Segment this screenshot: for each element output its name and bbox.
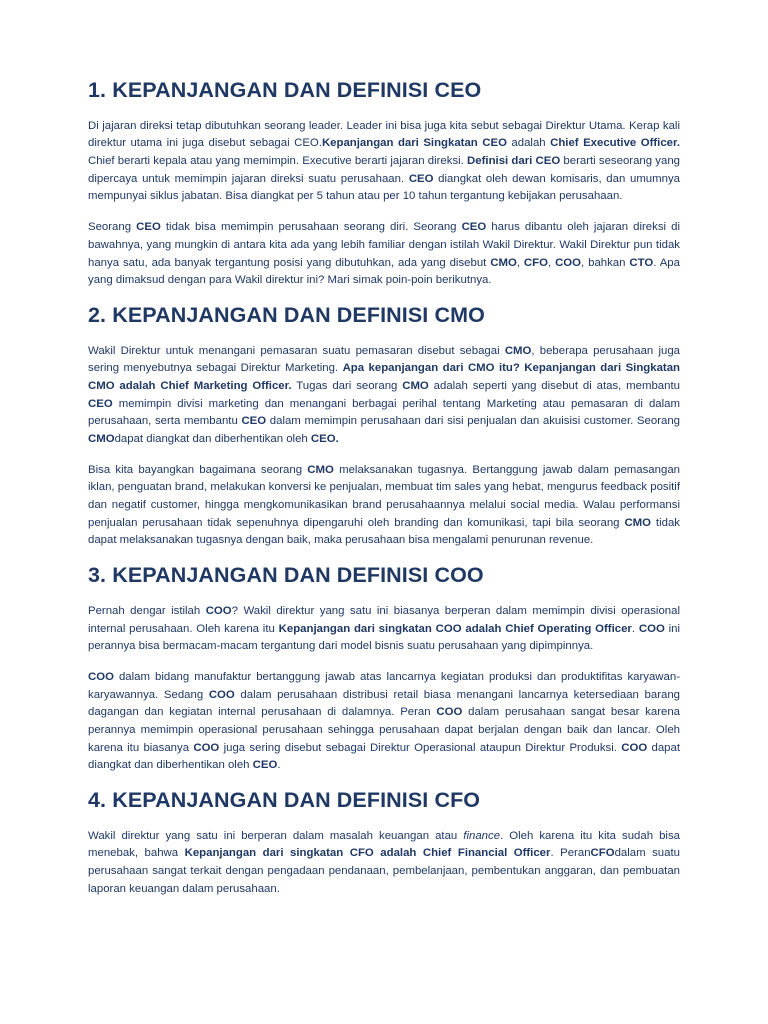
paragraph: Pernah dengar istilah COO? Wakil direktur yang satu ini biasanya berperan dalam memimpin divisi operasional internal perusahaan. Oleh karena itu Kepanjangan dari singkatan COO adalah Chief Operating Officer. COO ini perannya bisa bermacam-macam tergantung dari model bisnis suatu perusahaan yang dipimpinnya. (88, 604, 681, 653)
section-heading-3: 3. KEPANJANGAN DAN DEFINISI COO (88, 563, 484, 588)
paragraph: Wakil Direktur untuk menangani pemasaran suatu pemasaran disebut sebagai CMO, beberapa perusahaan juga sering menyebutnya sebagai Direktur Marketing. Apa kepanjangan dari CMO itu? Kepanjangan dari Singkatan CMO adalah Chief Marketing Officer. Tugas dari seorang CMO adalah seperti yang disebut di atas, membantu CEO memimpin divisi marketing dan menangani berbagai perihal tentang Marketing atau pemasaran di dalam perusahaan, serta membantu CEO dalam memimpin perusahaan dari sisi penjualan dan akuisisi customer. Seorang CMOdapat diangkat dan diberhentikan oleh CEO. (88, 344, 681, 445)
paragraph: Wakil direktur yang satu ini berperan dalam masalah keuangan atau finance. Oleh karena itu kita sudah bisa menebak, bahwa Kepanjangan dari singkatan CFO adalah Chief Financial Officer. PeranCFOdalam suatu perusahaan sangat terkait dengan pengadaan pendanaan, pembelanjaan, pembentukan anggaran, dan pembuatan laporan keuangan dalam perusahaan. (88, 829, 680, 895)
section-heading-1: 1. KEPANJANGAN DAN DEFINISI CEO (88, 78, 482, 102)
section-heading-4: 4. KEPANJANGAN DAN DEFINISI CFO (88, 787, 481, 812)
paragraph: COO dalam bidang manufaktur bertanggung jawab atas lancarnya kegiatan produksi dan produktifitas karyawan-karyawannya. Sedang COO dalam perusahaan distribusi retail biasa menangani lancarnya ketersediaan barang dagangan dan kegiatan internal perusahaan di dalamnya. Peran COO dalam perusahaan sangat besar karena perannya memimpin operasional perusahaan sehingga perusahaan dapat berjalan dengan baik dan lancar. Oleh karena itu biasanya COO juga sering disebut sebagai Direktur Operasional ataupun Direktur Produksi. COO dapat diangkat dan diberhentikan oleh CEO. (88, 670, 681, 772)
paragraph: Di jajaran direksi tetap dibutuhkan seorang leader. Leader ini bisa juga kita sebut sebagai Direktur Utama. Kerap kali direktur utama ini juga disebut sebagai CEO.Kepanjangan dari Singkatan CEO adalah Chief Executive Officer. Chief berarti kepala atau yang memimpin. Executive berarti jajaran direksi. Definisi dari CEO berarti seseorang yang dipercaya untuk memimpin jajaran direksi suatu perusahaan. CEO diangkat oleh dewan komisaris, dan umumnya mempunyai siklus jabatan. Bisa diangkat per 5 tahun atau per 10 tahun tergantung kebijakan perusahaan. (88, 119, 680, 203)
section-heading-2: 2. KEPANJANGAN DAN DEFINISI CMO (88, 302, 485, 327)
paragraph: Seorang CEO tidak bisa memimpin perusahaan seorang diri. Seorang CEO harus dibantu oleh jajaran direksi di bawahnya, yang mungkin di antara kita ada yang lebih familiar dengan istilah Wakil Direktur. Wakil Direktur pun tidak hanya satu, ada banyak tergantung posisi yang dibutuhkan, ada yang disebut CMO, CFO, COO, bahkan CTO. Apa yang dimaksud dengan para Wakil direktur ini? Mari simak poin-poin berikutnya. (88, 221, 680, 287)
paragraph: Bisa kita bayangkan bagaimana seorang CMO melaksanakan tugasnya. Bertanggung jawab dalam pemasangan iklan, penguatan brand, melakukan konversi ke penjualan, membuat tim sales yang hebat, mengurus feedback positif dan negatif customer, hingga mengkomunikasikan brand perusahaannya melalui social media. Walau performansi penjualan perusahaan tidak sepenuhnya dipengaruhi oleh branding dan komunikasi, tapi bila seorang CMO tidak dapat melaksanakan tugasnya dengan baik, maka perusahaan bisa mengalami penurunan revenue. (88, 463, 680, 547)
